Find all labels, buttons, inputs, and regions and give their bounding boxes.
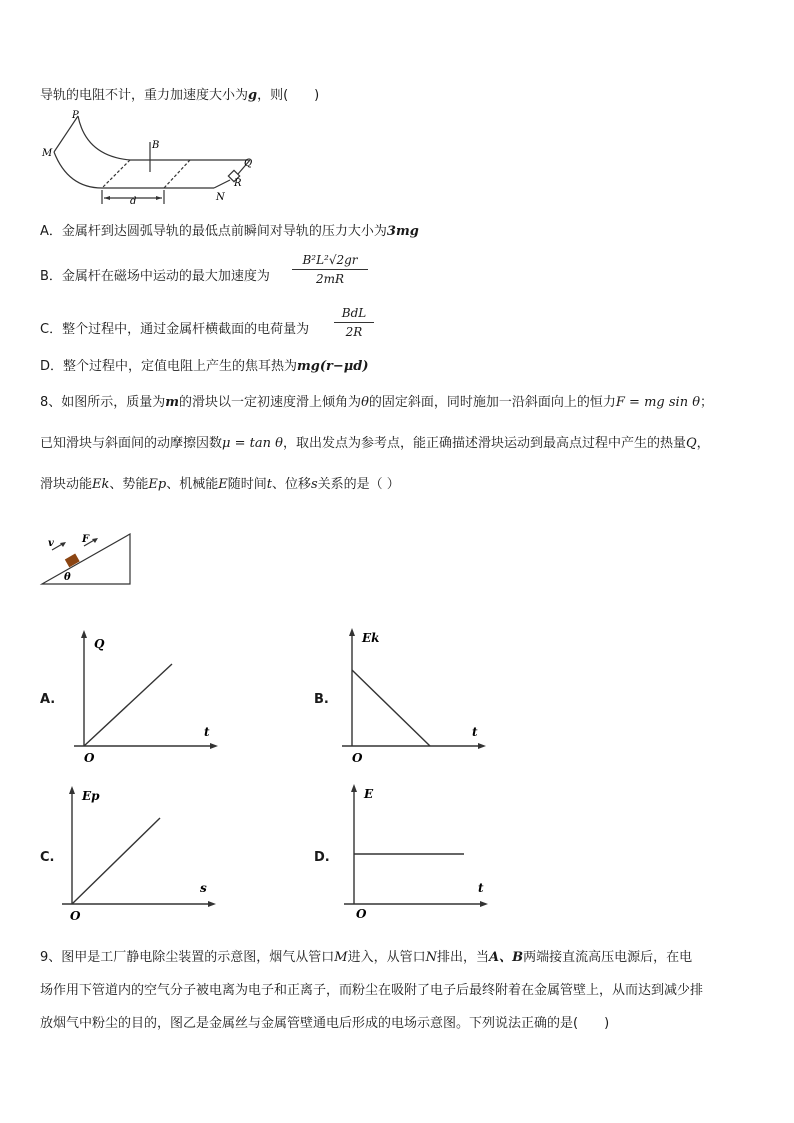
q9-line-2: 场作用下管道内的空气分子被电离为电子和正离子，而粉尘在吸附了电子后最终附着在金属管壁上，从而达到减少排 (40, 983, 704, 998)
dim-arrow-left (104, 196, 110, 200)
formula-F: F = mg sin θ (615, 395, 701, 410)
y-arrow (81, 630, 87, 638)
field-boundary-left (102, 160, 130, 188)
q7-stem-text: 导轨的电阻不计，重力加速度大小为 (40, 88, 249, 103)
option-text: 金属杆在磁场中运动的最大加速度为 (61, 269, 270, 284)
end-wire-bottom (214, 180, 230, 188)
q8-graph-d (336, 780, 496, 922)
option-text: 整个过程中，定值电阻上产生的焦耳热为 (63, 359, 298, 374)
symbol-t: t (266, 477, 272, 492)
q8-graph-b (334, 624, 494, 768)
y-arrow (349, 628, 355, 636)
option-text: 金属杆到达圆弧导轨的最低点前瞬间对导轨的压力大小为 (61, 224, 387, 239)
symbol-Ep: Ep (148, 477, 167, 492)
q7-g-symbol: g (248, 88, 258, 103)
q7-stem (40, 84, 319, 103)
q7-rail-figure (38, 108, 268, 208)
origin-label: O (356, 907, 367, 921)
q8-graph-c (56, 782, 226, 924)
q7-option-c[interactable] (40, 318, 309, 337)
q7-option-d[interactable] (40, 355, 369, 374)
text: ，取出发点为参考点，能正确描述滑块运动到最高点过程中产生的热量 (282, 436, 686, 451)
y-arrow (351, 784, 357, 792)
text: 关系的是（ ） (317, 477, 400, 492)
text: 、势能 (109, 477, 149, 492)
rail-front (54, 152, 214, 188)
rail-back (78, 116, 250, 160)
q8-option-d-label[interactable]: D. (314, 850, 330, 865)
text: 已知滑块与斜面间的动摩擦因数 (40, 436, 223, 451)
q7-option-b[interactable] (40, 265, 270, 284)
symbol-m: m (165, 395, 180, 410)
fraction-denominator: 2R (345, 325, 363, 339)
option-value: mg(r−μd) (297, 359, 369, 374)
text: ， (696, 436, 710, 451)
symbol-E: E (218, 477, 228, 492)
q9-line-3: 放烟气中粉尘的目的，图乙是金属丝与金属管壁通电后形成的电场示意图。下列说法正确的是( ) (40, 1016, 610, 1031)
label-R: R (234, 178, 242, 189)
label-v: v (48, 538, 54, 549)
text: 两端接直流高压电源后，在电 (523, 950, 693, 965)
x-arrow (208, 901, 216, 907)
q7-stem-end: ，则( ) (257, 88, 320, 103)
q7-option-a[interactable] (40, 220, 419, 239)
text: 随时间 (227, 477, 267, 492)
symbol-M: M (334, 950, 348, 965)
x-label: s (200, 881, 207, 895)
option-letter: C． (40, 322, 63, 337)
option-letter: B． (40, 269, 62, 284)
text: 9、图甲是工厂静电除尘装置的示意图，烟气从管口 (40, 950, 335, 965)
label-N: N (216, 192, 225, 203)
origin-label: O (70, 909, 81, 923)
symbol-AB: A、B (489, 950, 524, 965)
x-label: t (478, 881, 484, 895)
graph-line (84, 664, 172, 746)
text: 8、如图所示，质量为 (40, 395, 166, 410)
option-text: 整个过程中，通过金属杆横截面的电荷量为 (62, 322, 310, 337)
formula-mu: μ = tan θ (222, 436, 283, 451)
q8-option-c-label[interactable]: C. (40, 850, 55, 865)
y-label: Q (94, 637, 105, 651)
q8-line-1 (40, 391, 713, 410)
y-label: Ek (362, 631, 380, 645)
q7-option-b-fraction (292, 253, 368, 286)
graph-line (72, 818, 160, 904)
q9-line-1 (40, 946, 692, 965)
x-arrow (480, 901, 488, 907)
q8-option-b-label[interactable]: B. (314, 692, 329, 707)
x-arrow (210, 743, 218, 749)
q8-incline-figure (38, 528, 138, 590)
option-value: 3mg (386, 224, 419, 239)
text: ； (700, 395, 714, 410)
fraction-denominator: 2mR (315, 272, 345, 286)
q7-option-c-fraction (334, 306, 374, 339)
label-M: M (42, 148, 53, 159)
x-arrow (478, 743, 486, 749)
y-label: E (364, 787, 374, 801)
x-label: t (472, 725, 478, 739)
text: 的滑块以一定初速度滑上倾角为 (179, 395, 362, 410)
q8-option-a-label[interactable]: A. (40, 692, 56, 707)
label-d: d (130, 196, 137, 207)
slider-block (65, 554, 80, 568)
x-label: t (204, 725, 210, 739)
q8-line-2 (40, 432, 710, 451)
option-letter: D． (40, 359, 64, 374)
text: 、机械能 (166, 477, 219, 492)
text: 排出，当 (436, 950, 489, 965)
label-F: F (82, 534, 90, 545)
option-letter: A． (40, 224, 62, 239)
fraction-numerator: BdL (334, 306, 374, 323)
symbol-N: N (425, 950, 437, 965)
label-Q: Q (244, 158, 253, 169)
symbol-s: s (311, 477, 318, 492)
label-theta: θ (64, 572, 71, 583)
label-P: P (72, 110, 79, 121)
text: 滑块动能 (40, 477, 93, 492)
fraction-numerator: B²L²√2gr (292, 253, 368, 270)
dim-arrow-right (156, 196, 162, 200)
text: 的固定斜面，同时施加一沿斜面向上的恒力 (368, 395, 616, 410)
origin-label: O (352, 751, 363, 765)
y-label: Ep (82, 789, 100, 803)
q8-line-3 (40, 473, 400, 492)
graph-line (352, 670, 430, 746)
symbol-Ek: Ek (92, 477, 110, 492)
symbol-Q: Q (685, 436, 697, 451)
q8-graph-a (66, 628, 226, 768)
symbol-theta: θ (361, 395, 369, 410)
label-B: B (152, 140, 160, 151)
origin-label: O (84, 751, 95, 765)
text: 进入，从管口 (347, 950, 426, 965)
text: 、位移 (271, 477, 311, 492)
field-boundary-right (164, 160, 190, 188)
y-arrow (69, 786, 75, 794)
metal-rod (54, 116, 78, 152)
